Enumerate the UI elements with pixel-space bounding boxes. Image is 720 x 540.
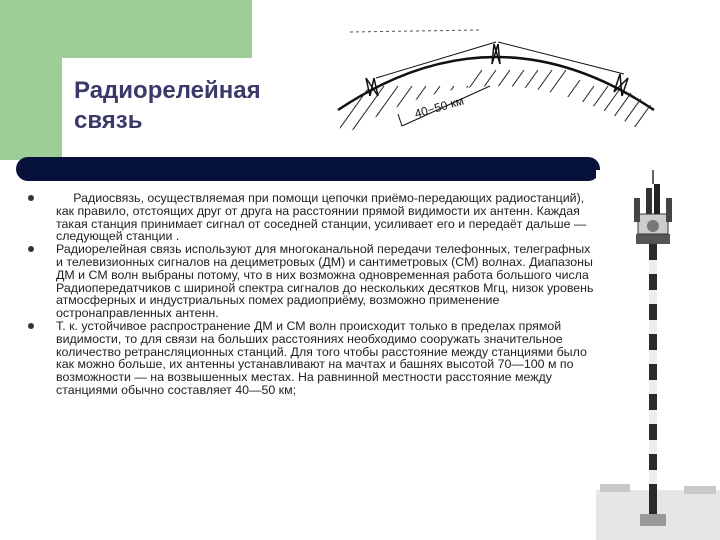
list-item	[28, 320, 600, 397]
list-item	[28, 243, 600, 320]
bullet-dot	[28, 246, 34, 252]
title-underline-bar	[16, 157, 600, 181]
bullet-text: Радиорелейная связь используют для многоканальной передачи телефонных, телеграфных и телевизионных сигналов на дециметровых (ДМ) и сантиметровых (СМ) волнах. Диапазоны ДМ и СМ волн выбраны потому, что в них возможна одновременная работа большого числа Радиопередатчиков с шириной спектра сигналов до нескольких десятков Мгц, низок уровень атмосферных и индустриальных помех радиоприёму, возможно применение остронаправленных антенн.	[56, 242, 594, 321]
relay-diagram	[330, 26, 662, 142]
slide-title: Радиорелейная связь	[74, 77, 261, 134]
bullet-list	[28, 192, 600, 397]
list-item	[28, 192, 600, 243]
earth-arc-outer	[338, 57, 654, 110]
mast-body	[649, 240, 657, 520]
radio-tower-photo	[596, 170, 720, 540]
bullet-text: Т. к. устойчивое распространение ДМ и СМ волн происходит только в пределах прямой видимости, то для связи на больших расстояниях необходимо сооружать значительное количество ретрансляционных станций. Для того чтобы расстояние между станциями было как можно больше, их антенны устанавливают на мачтах и башнях высотой 70—100 м по возможности — на возвышенных местах. На равнинной местности расстояние между станциями обычно составляет 40—50 км;	[56, 318, 587, 397]
distance-label: 40−50 км	[412, 93, 466, 121]
bullet-dot	[28, 323, 34, 329]
bullet-text: Радиосвязь, осуществляемая при помощи цепочки приёмо-передающих радиостанций), как правило, отстоящих друг от друга на расстоянии прямой видимости их антенн. Каждая такая станция принимает сигнал от соседней станции, усиливает его и передаёт дальше — следующей станции .	[56, 191, 590, 244]
bullet-dot	[28, 195, 34, 201]
tower-middle	[492, 44, 500, 64]
